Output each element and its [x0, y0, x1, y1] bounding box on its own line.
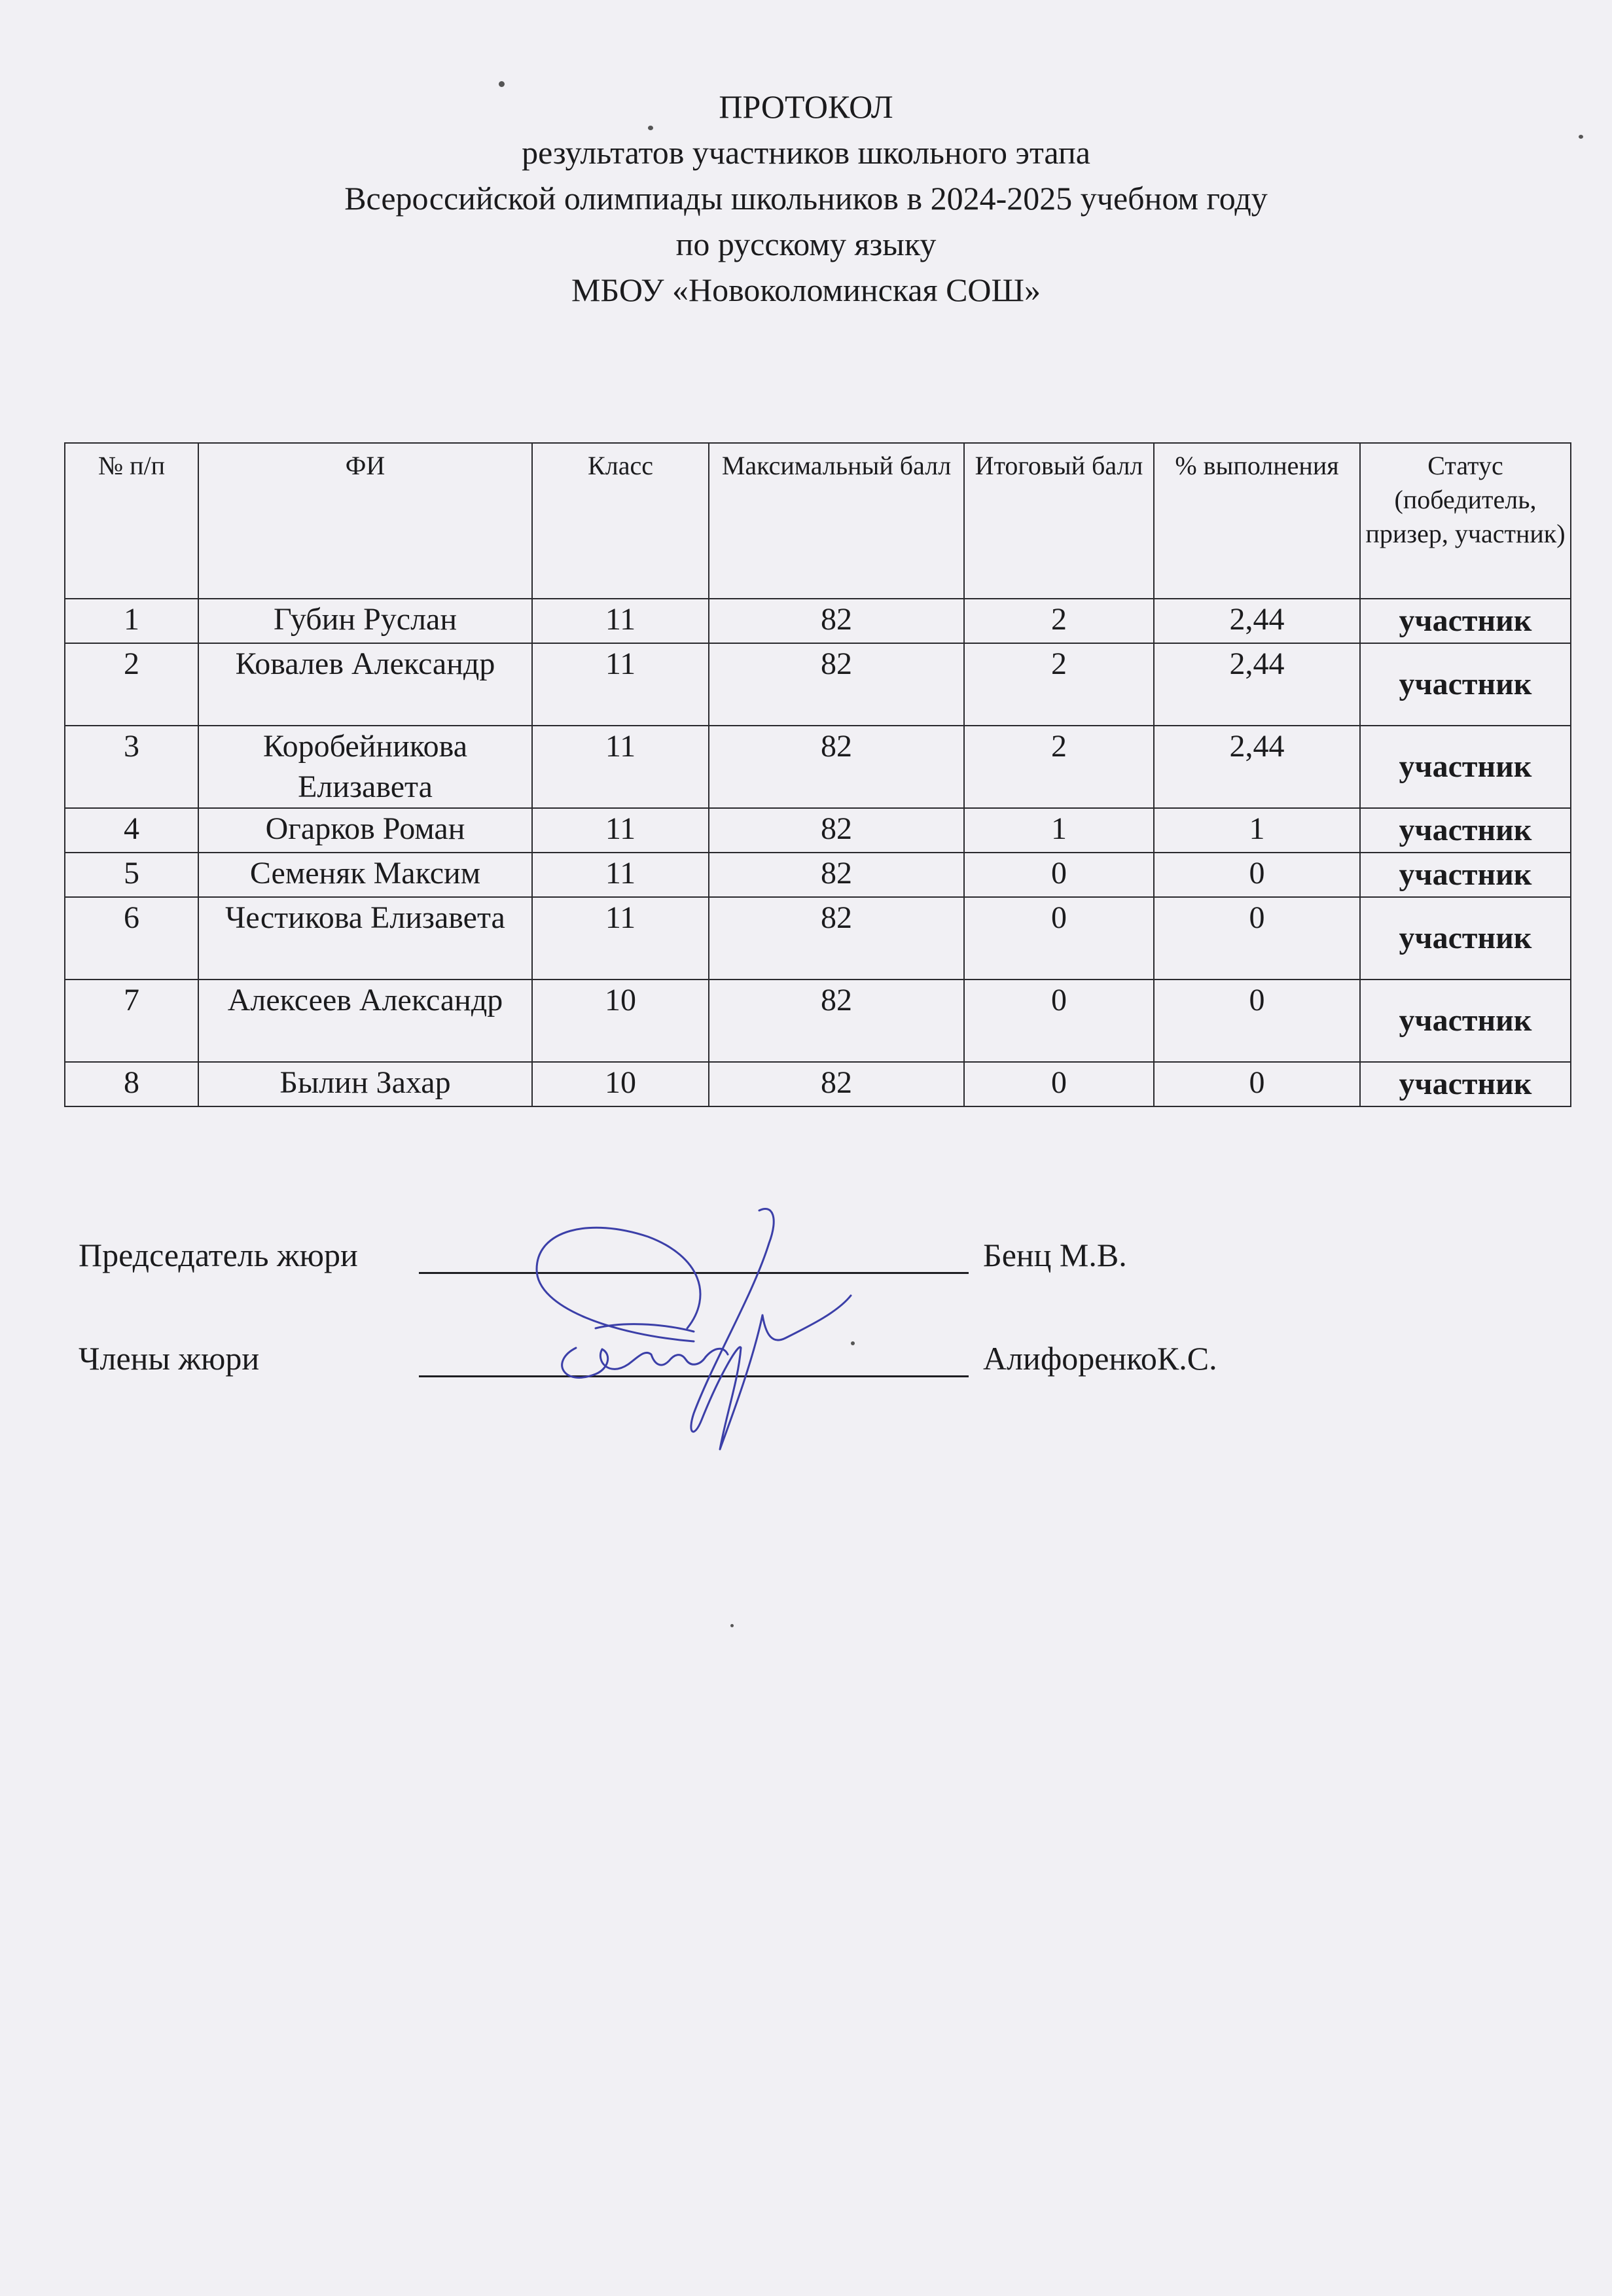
cell-percent: 2,44	[1154, 726, 1360, 808]
cell-grade: 11	[532, 897, 709, 980]
table-row	[65, 643, 1571, 726]
table-row	[65, 599, 1571, 643]
cell-status: участник	[1360, 726, 1571, 808]
table-row	[65, 1062, 1571, 1106]
cell-max-score: 82	[709, 643, 964, 726]
handwritten-signature	[497, 1197, 956, 1472]
cell-number: 4	[65, 808, 198, 853]
header-subject: по русскому языку	[675, 226, 937, 262]
cell-number: 1	[65, 599, 198, 643]
cell-percent: 0	[1154, 980, 1360, 1062]
table-header-row	[65, 443, 1571, 599]
cell-percent: 2,44	[1154, 643, 1360, 726]
cell-name: Алексеев Александр	[198, 980, 532, 1062]
table-row	[65, 853, 1571, 897]
header-title: ПРОТОКОЛ	[719, 88, 893, 125]
cell-name: Семеняк Максим	[198, 853, 532, 897]
cell-total-score: 0	[964, 853, 1154, 897]
members-name: АлифоренкоК.С.	[983, 1340, 1217, 1377]
cell-name: Честикова Елизавета	[198, 897, 532, 980]
cell-number: 6	[65, 897, 198, 980]
cell-number: 3	[65, 726, 198, 808]
header-school: МБОУ «Новоколоминская СОШ»	[571, 272, 1041, 308]
cell-status: участник	[1360, 980, 1571, 1062]
cell-total-score: 0	[964, 980, 1154, 1062]
cell-grade: 11	[532, 808, 709, 853]
cell-max-score: 82	[709, 980, 964, 1062]
cell-total-score: 0	[964, 897, 1154, 980]
scan-speck	[499, 81, 505, 87]
table-row	[65, 726, 1571, 808]
scan-speck	[1579, 135, 1583, 139]
table-row	[65, 808, 1571, 853]
cell-status: участник	[1360, 808, 1571, 853]
cell-total-score: 2	[964, 643, 1154, 726]
cell-grade: 11	[532, 726, 709, 808]
cell-name: Былин Захар	[198, 1062, 532, 1106]
cell-max-score: 82	[709, 726, 964, 808]
cell-total-score: 0	[964, 1062, 1154, 1106]
scan-speck	[730, 1624, 734, 1627]
cell-name: Коробейникова Елизавета	[198, 726, 532, 808]
cell-max-score: 82	[709, 599, 964, 643]
table-row	[65, 980, 1571, 1062]
col-header-total-score: Итоговый балл	[964, 443, 1154, 599]
document-header	[0, 84, 1612, 313]
cell-percent: 0	[1154, 1062, 1360, 1106]
cell-max-score: 82	[709, 897, 964, 980]
members-label: Члены жюри	[79, 1340, 260, 1377]
col-header-max-score: Максимальный балл	[709, 443, 964, 599]
cell-status: участник	[1360, 1062, 1571, 1106]
cell-name: Ковалев Александр	[198, 643, 532, 726]
cell-total-score: 1	[964, 808, 1154, 853]
cell-grade: 11	[532, 853, 709, 897]
cell-percent: 2,44	[1154, 599, 1360, 643]
cell-grade: 10	[532, 1062, 709, 1106]
cell-status: участник	[1360, 599, 1571, 643]
cell-grade: 11	[532, 643, 709, 726]
header-subtitle: результатов участников школьного этапа	[522, 134, 1090, 171]
scan-speck	[648, 126, 653, 130]
cell-max-score: 82	[709, 853, 964, 897]
cell-grade: 11	[532, 599, 709, 643]
cell-status: участник	[1360, 643, 1571, 726]
cell-name: Губин Руслан	[198, 599, 532, 643]
cell-max-score: 82	[709, 1062, 964, 1106]
cell-grade: 10	[532, 980, 709, 1062]
cell-number: 2	[65, 643, 198, 726]
cell-number: 5	[65, 853, 198, 897]
scan-speck	[851, 1341, 855, 1345]
col-header-name: ФИ	[198, 443, 532, 599]
cell-status: участник	[1360, 853, 1571, 897]
cell-percent: 1	[1154, 808, 1360, 853]
cell-percent: 0	[1154, 897, 1360, 980]
cell-total-score: 2	[964, 599, 1154, 643]
cell-status: участник	[1360, 897, 1571, 980]
cell-percent: 0	[1154, 853, 1360, 897]
chair-name: Бенц М.В.	[983, 1237, 1127, 1273]
results-table	[64, 442, 1571, 1107]
col-header-grade: Класс	[532, 443, 709, 599]
cell-name: Огарков Роман	[198, 808, 532, 853]
cell-number: 7	[65, 980, 198, 1062]
table-row	[65, 897, 1571, 980]
cell-number: 8	[65, 1062, 198, 1106]
cell-max-score: 82	[709, 808, 964, 853]
cell-total-score: 2	[964, 726, 1154, 808]
col-header-status: Статус (победитель, призер, участник)	[1360, 443, 1571, 599]
col-header-percent: % выполнения	[1154, 443, 1360, 599]
header-olympiad: Всероссийской олимпиады школьников в 2024-2025 учебном году	[344, 180, 1268, 217]
chair-label: Председатель жюри	[79, 1237, 358, 1273]
col-header-number: № п/п	[65, 443, 198, 599]
